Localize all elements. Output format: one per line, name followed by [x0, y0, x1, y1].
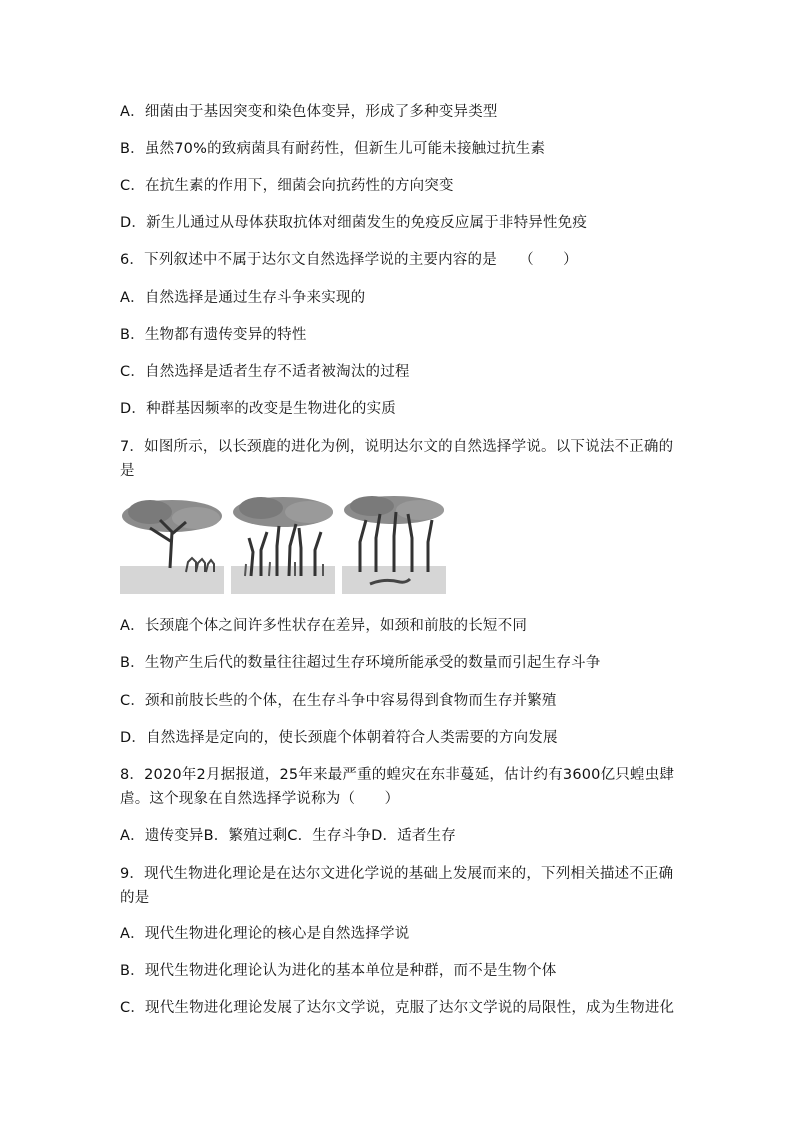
q7-stem-line2: 是 — [120, 463, 135, 479]
q6-stem: 6．下列叙述中不属于达尔文自然选择学说的主要内容的是 （ ） — [120, 252, 578, 268]
giraffe-panel-3 — [342, 492, 446, 594]
q9-stem-line2: 的是 — [120, 890, 150, 906]
q5-option-c: C．在抗生素的作用下，细菌会向抗药性的方向突变 — [120, 178, 454, 194]
q8-stem-line1: 8．2020年2月据报道，25年来最严重的蝗灾在东非蔓延，估计约有3600亿只蝗虫肆 — [120, 767, 675, 783]
q6-option-a: A．自然选择是通过生存斗争来实现的 — [120, 290, 366, 306]
q5-option-a: A．细菌由于基因突变和染色体变异，形成了多种变异类型 — [120, 104, 498, 120]
q7-option-d: D．自然选择是定向的，使长颈鹿个体朝着符合人类需要的方向发展 — [120, 730, 558, 746]
q9-option-c: C．现代生物进化理论发展了达尔文学说，克服了达尔文学说的局限性，成为生物进化 — [120, 1000, 675, 1016]
q6-option-c: C．自然选择是适者生存不适者被淘汰的过程 — [120, 364, 410, 380]
q6-option-d: D．种群基因频率的改变是生物进化的实质 — [120, 401, 396, 417]
q7-option-b: B．生物产生后代的数量往往超过生存环境所能承受的数量而引起生存斗争 — [120, 655, 601, 671]
q9-stem-line1: 9．现代生物进化理论是在达尔文进化学说的基础上发展而来的，下列相关描述不正确 — [120, 866, 674, 882]
q6-option-b: B．生物都有遗传变异的特性 — [120, 327, 307, 343]
giraffe-evolution-figure — [120, 492, 446, 594]
q7-option-c: C．颈和前肢长些的个体，在生存斗争中容易得到食物而生存并繁殖 — [120, 693, 557, 709]
q9-option-b: B．现代生物进化理论认为进化的基本单位是种群，而不是生物个体 — [120, 963, 557, 979]
giraffe-panel-1 — [120, 492, 224, 594]
q8-options: A．遗传变异B．繁殖过剩C．生存斗争D．适者生存 — [120, 828, 456, 844]
q8-stem-line2: 虐。这个现象在自然选择学说称为（ ） — [120, 791, 400, 807]
giraffe-panel-2 — [231, 492, 335, 594]
q7-stem-line1: 7．如图所示，以长颈鹿的进化为例，说明达尔文的自然选择学说。以下说法不正确的 — [120, 439, 674, 455]
q5-option-b: B．虽然70%的致病菌具有耐药性，但新生儿可能未接触过抗生素 — [120, 141, 546, 157]
q9-option-a: A．现代生物进化理论的核心是自然选择学说 — [120, 926, 410, 942]
q5-option-d: D．新生儿通过从母体获取抗体对细菌发生的免疫反应属于非特异性免疫 — [120, 215, 588, 231]
q7-option-a: A．长颈鹿个体之间许多性状存在差异，如颈和前肢的长短不同 — [120, 618, 528, 634]
